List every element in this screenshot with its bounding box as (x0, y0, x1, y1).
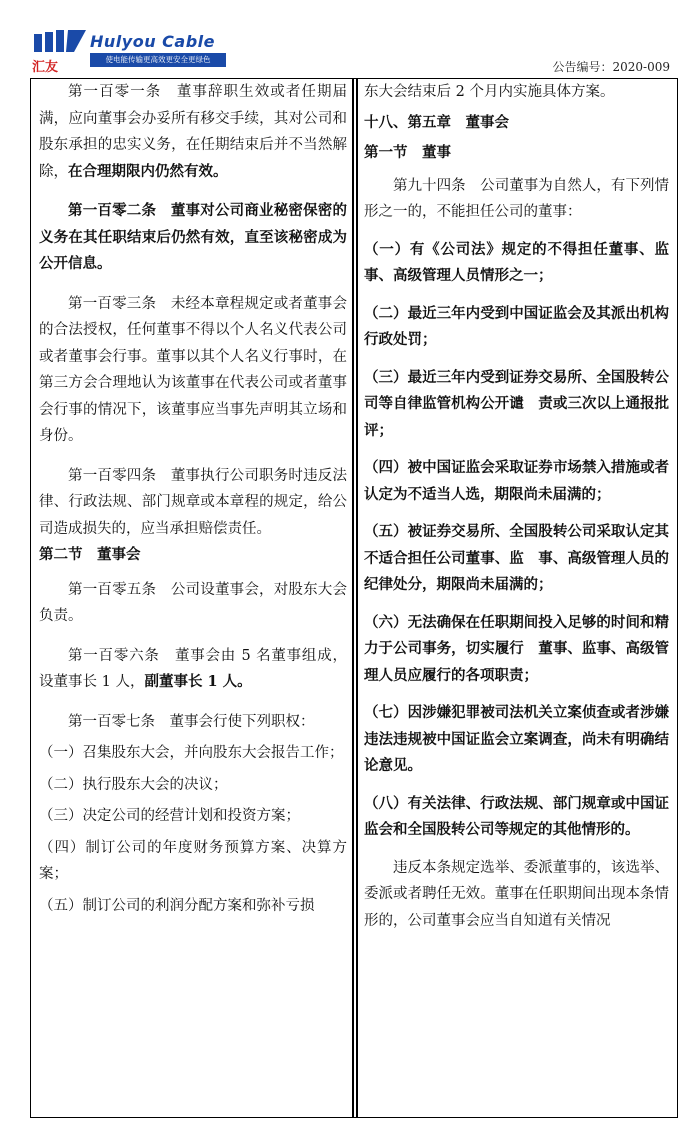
article-106: 第一百零六条 董事会由 5 名董事组成，设董事长 1 人，副董事长 1 人。 (39, 647, 347, 690)
list-item: （七）因涉嫌犯罪被司法机关立案侦查或者涉嫌违法违规被中国证监会立案调查，尚未有明确结论意见。 (364, 704, 669, 774)
logo-cn-text: 汇友 (32, 60, 59, 75)
list-item: （二）最近三年内受到中国证监会及其派出机构行政处罚； (364, 304, 669, 348)
page-header (0, 0, 700, 78)
list-item: （六）无法确保在任职期间投入足够的时间和精力于公司事务，切实履行 董事、监事、高级管理人员应履行的各项职责； (364, 613, 669, 684)
section-heading-board: 第二节 董事会 (39, 546, 141, 563)
right-column (358, 79, 676, 1117)
paragraph: 东大会结束后 2 个月内实施具体方案。 (364, 84, 615, 100)
list-item: （五）制订公司的利润分配方案和弥补亏损 (39, 897, 315, 914)
list-item: （一）召集股东大会，并向股东大会报告工作； (39, 745, 344, 761)
article-102: 第一百零二条 董事对公司商业秘密保密的义务在其任职结束后仍然有效，直至该秘密成为公开信息。 (39, 202, 347, 272)
comparison-table (30, 78, 678, 1118)
article-101: 第一百零一条 董事辞职生效或者任期届满，应向董事会办妥所有移交手续，其对公司和股东承担的忠实义务，在任期结束后并不当然解除，在合理期限内仍然有效。 (39, 84, 347, 180)
list-item: （三）最近三年内受到证券交易所、全国股转公司等自律监管机构公开谴 责或三次以上通报批评； (364, 368, 669, 439)
list-item: （五）被证券交易所、全国股转公司采取认定其不适合担任公司董事、监 事、高级管理人员的纪律处分，期限尚未届满的； (364, 523, 669, 593)
list-item: （四）制订公司的年度财务预算方案、决算方案； (39, 839, 347, 882)
logo-name: Hulyou Cable (90, 32, 215, 51)
list-item: （三）决定公司的经营计划和投资方案； (39, 808, 300, 824)
article-94: 第九十四条 公司董事为自然人，有下列情形之一的，不能担任公司的董事： (364, 177, 669, 220)
paragraph: 违反本条规定选举、委派董事的，该选举、委派或者聘任无效。董事在任职期间出现本条情形的，公司董事会应当自知道有关情况 (364, 859, 669, 929)
article-103: 第一百零三条 未经本章程规定或者董事会的合法授权，任何董事不得以个人名义代表公司或者董事会行事。董事以其个人名义行事时，在第三方会合理地认为该董事在代表公司或者董事会行事的情况下，该董事应当事先声明其立场和身份。 (39, 295, 347, 444)
left-column (31, 79, 353, 1117)
list-item: （二）执行股东大会的决议； (39, 776, 228, 793)
list-item: （一）有《公司法》规定的不得担任董事、监事、高级管理人员情形之一； (364, 240, 669, 284)
company-logo (30, 30, 230, 75)
notice-number: 公告编号：2020-009 (552, 60, 670, 74)
article-107: 第一百零七条 董事会行使下列职权： (68, 713, 315, 730)
chapter-heading: 十八、第五章 董事会 (364, 113, 509, 131)
article-104: 第一百零四条 董事执行公司职务时违反法律、行政法规、部门规章或本章程的规定，给公司造成损失的，应当承担赔偿责任。 (39, 467, 347, 537)
article-105: 第一百零五条 公司设董事会，对股东大会负责。 (39, 581, 347, 624)
logo-slogan: 使电能传输更高效更安全更绿色 (90, 53, 226, 67)
list-item: （八）有关法律、行政法规、部门规章或中国证监会和全国股转公司等规定的其他情形的。 (364, 794, 669, 838)
list-item: （四）被中国证监会采取证券市场禁入措施或者认定为不适当人选，期限尚未届满的； (364, 459, 669, 503)
section-heading-directors: 第一节 董事 (364, 144, 451, 161)
